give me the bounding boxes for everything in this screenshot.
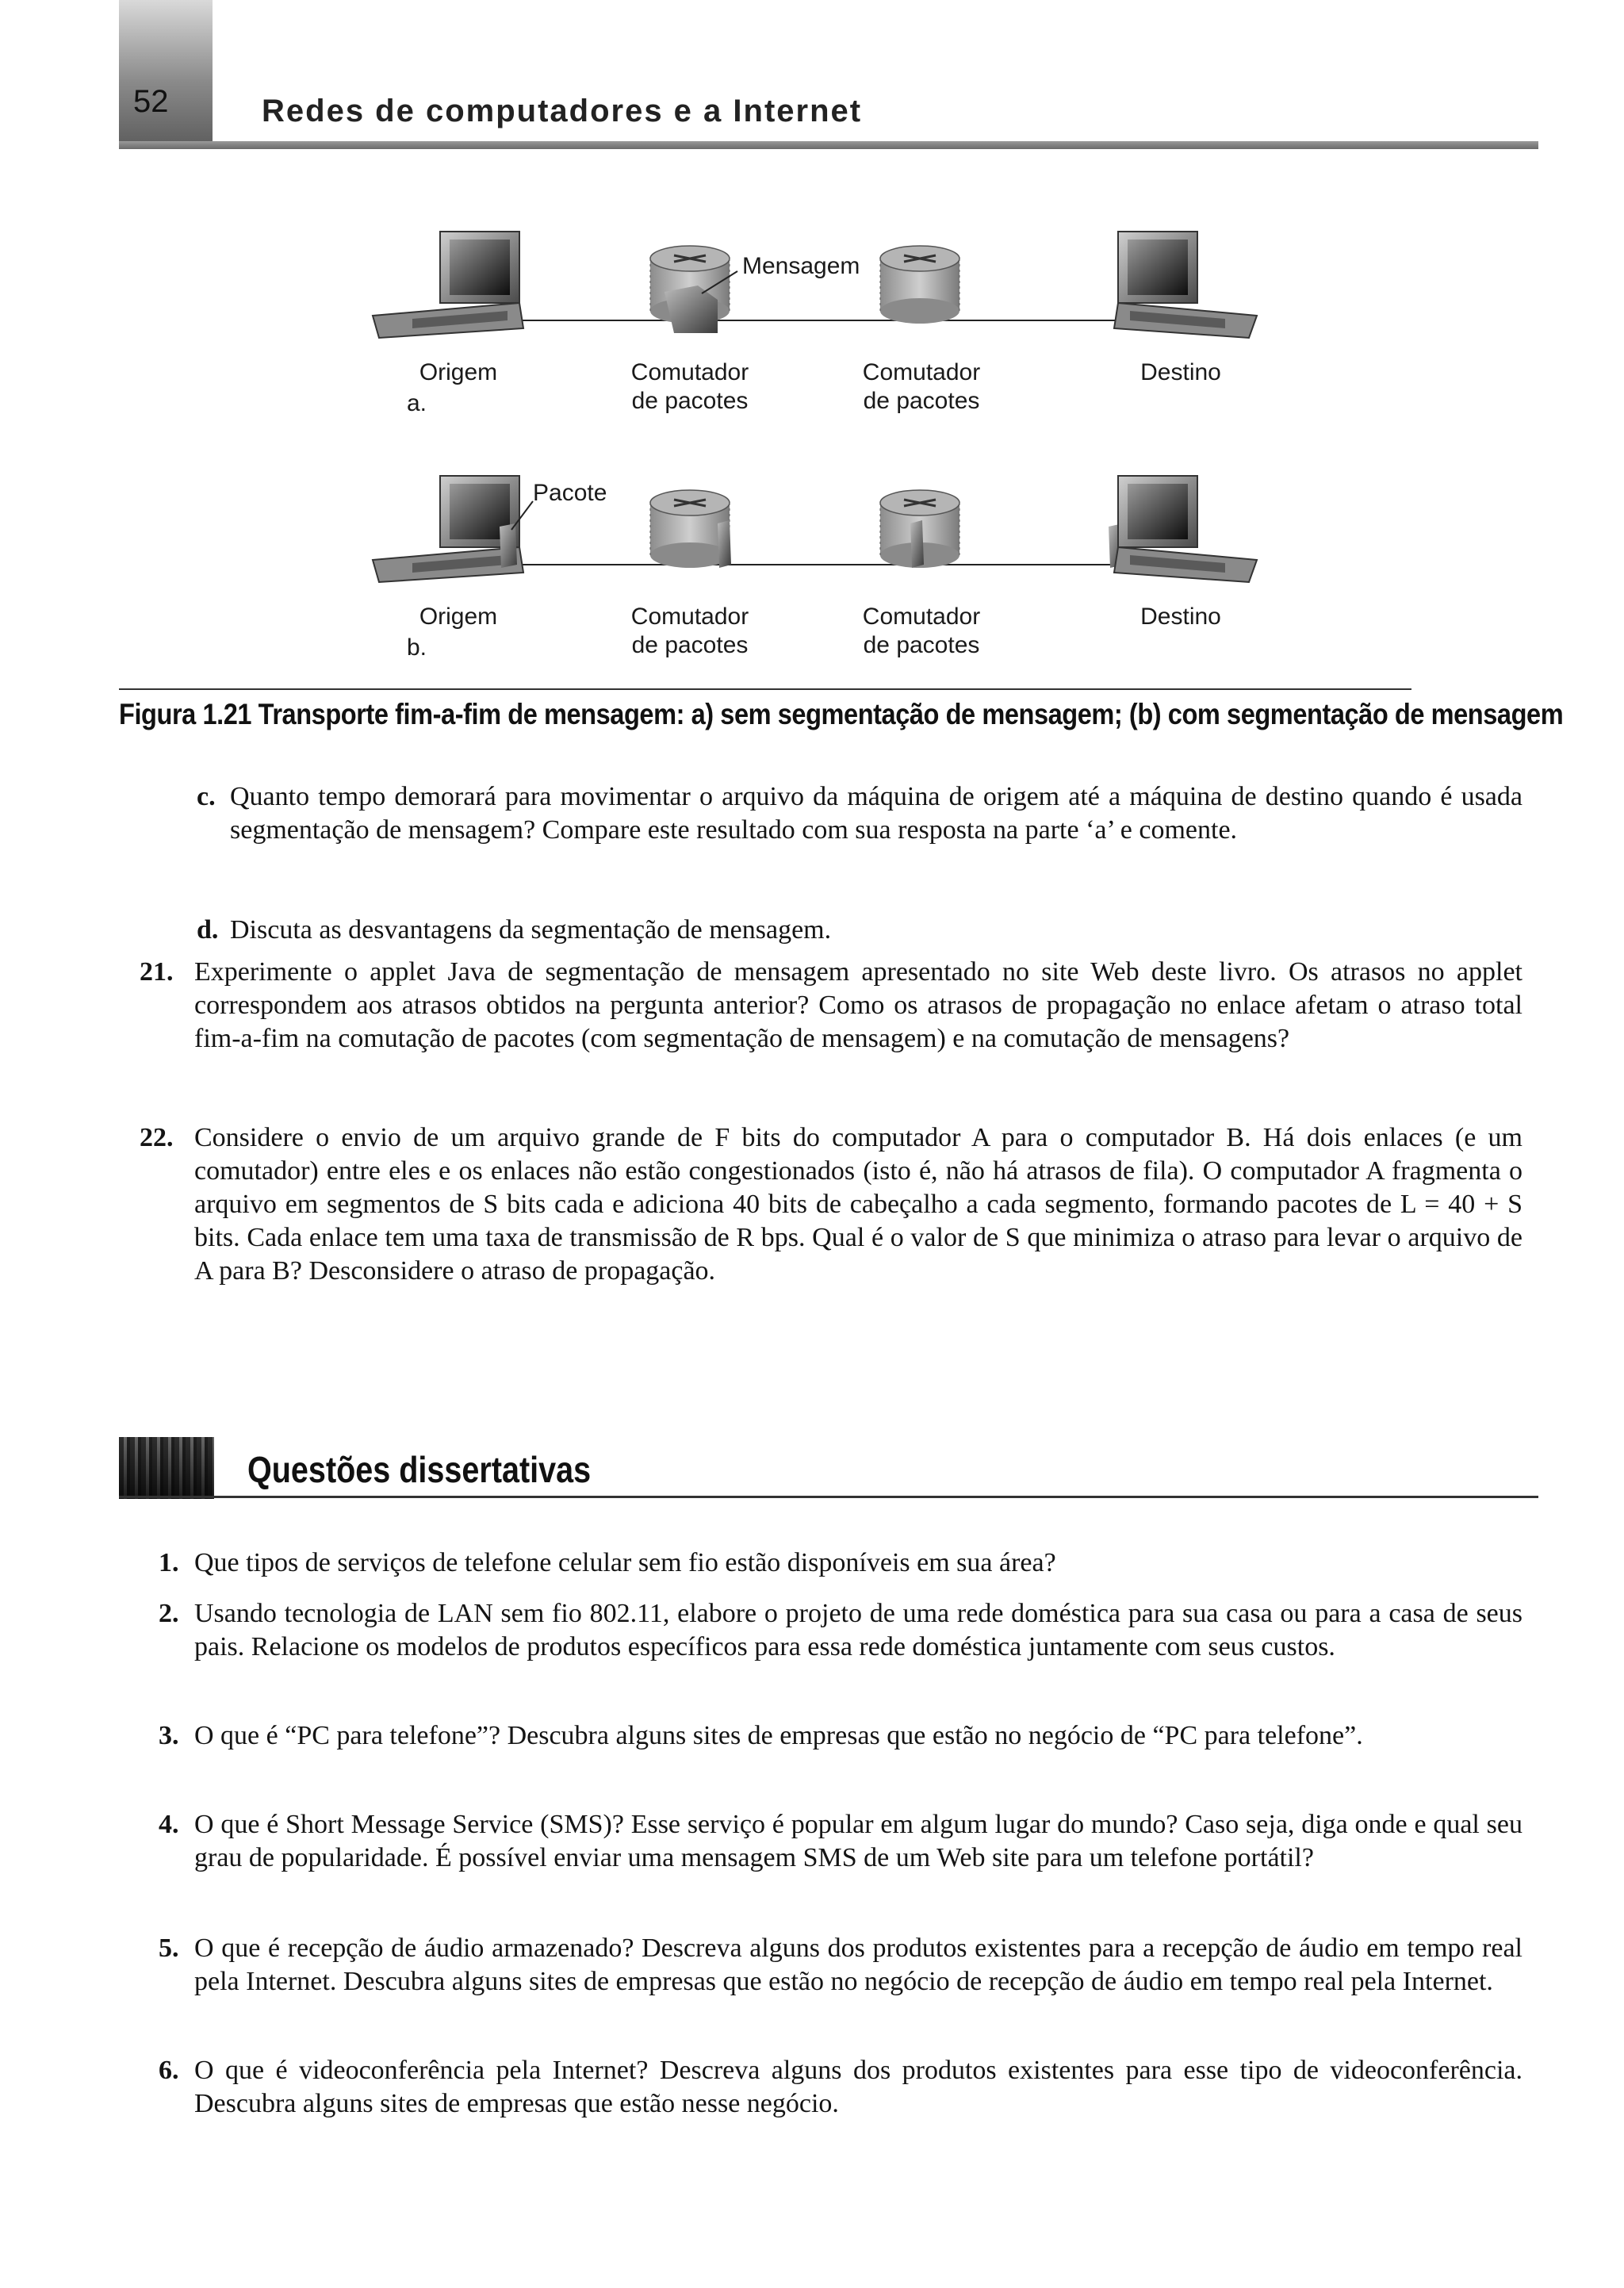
question-text: O que é recepção de áudio armazenado? Descreva alguns dos produtos existentes para a recepção de áudio em tempo real pela Internet. Descubra alguns sites de empresas que estão no negócio de recepção de áudio em tempo real pela Internet. (194, 1933, 1522, 1996)
switch1-label-a (611, 358, 769, 416)
destination-label-b: Destino (1140, 604, 1221, 630)
figure-diagram (0, 0, 1624, 698)
origin-label-a: Origem (419, 359, 498, 385)
switch1-label-b-line1: Comutador (630, 604, 749, 630)
exercise-label: 22. (140, 1123, 174, 1152)
panel-letter-a: a. (407, 390, 427, 416)
question-label: 6. (159, 2056, 179, 2085)
exercise-text: Experimente o applet Java de segmentação de mensagem apresentado no site Web deste livro. Os atrasos no applet correspondem aos atrasos obtidos na pergunta anterior? Como os atrasos de propagação no enlace afetam o atraso total fim-a-fim na comutação de pacotes (com segmentação de mensagem) e na comutação de mensagens? (194, 957, 1522, 1053)
switch2-label-a-line2: de pacotes (863, 388, 980, 414)
packet-block (718, 520, 731, 568)
switch1-label-a-line1: Comutador (630, 359, 749, 385)
page-number: 52 (133, 84, 169, 119)
section-title: Questões dissertativas (247, 1449, 592, 1490)
running-head: Redes de computadores e a Internet (262, 94, 863, 128)
panel-letter-b: b. (407, 634, 427, 661)
exercise-text: Quanto tempo demorará para movimentar o arquivo da máquina de origem até a máquina de destino quando é usada segmentação de mensagem? Compare este resultado com sua resposta na parte ‘a’ e comente. (230, 782, 1522, 845)
computer-icon (1114, 232, 1257, 338)
computer-icon (1114, 476, 1257, 582)
switch2-label-a-line1: Comutador (862, 359, 981, 385)
question-text: O que é videoconferência pela Internet? Descreva alguns dos produtos existentes para esse tipo de videoconferência. Descubra alguns sites de empresas que estão nesse negócio. (194, 2056, 1522, 2118)
switch2-label-a (842, 358, 1001, 416)
message-label: Mensagem (742, 253, 860, 279)
packet-block (500, 523, 517, 568)
switch2-label-b (842, 603, 1001, 660)
destination-label-a: Destino (1140, 359, 1221, 385)
question-label: 5. (159, 1933, 179, 1963)
packet-switch-icon (880, 246, 959, 324)
figure-1-21 (0, 0, 1624, 730)
question-label: 3. (159, 1721, 179, 1750)
exercise-label: d. (197, 915, 219, 945)
packet-label: Pacote (533, 480, 607, 506)
question-text: Que tipos de serviços de telefone celular sem fio estão disponíveis em sua área? (194, 1548, 1056, 1577)
question-text: O que é “PC para telefone”? Descubra alguns sites de empresas que estão no negócio de “PC para telefone”. (194, 1721, 1363, 1750)
switch1-label-b (611, 603, 769, 660)
packet-block (910, 520, 924, 568)
origin-label-b: Origem (419, 604, 498, 630)
switch2-label-b-line1: Comutador (862, 604, 981, 630)
question-text: O que é Short Message Service (SMS)? Esse serviço é popular em algum lugar do mundo? Caso seja, diga onde e qual seu grau de popularidade. É possível enviar uma mensagem SMS de um Web site para um telefone portátil? (194, 1810, 1522, 1872)
exercise-label: c. (197, 782, 216, 811)
section-banner-image (119, 1437, 214, 1499)
computer-icon (373, 232, 523, 338)
question-label: 4. (159, 1810, 179, 1839)
section-rule (119, 1496, 1538, 1498)
packet-switch-icon (650, 490, 730, 568)
switch1-label-b-line2: de pacotes (631, 632, 749, 658)
question-label: 1. (159, 1548, 179, 1577)
exercise-text: Considere o envio de um arquivo grande de F bits do computador A para o computador B. Há dois enlaces (e um comutador) entre eles e os enlaces não estão congestionados (isto é, não há atrasos de fila). O computador A fragmenta o arquivo em segmentos de S bits cada e adiciona 40 bits de cabeçalho a cada segmento, formando pacotes de L = 40 + S bits. Cada enlace tem uma taxa de transmissão de R bps. Qual é o valor de S que minimiza o atraso para levar o arquivo de A para B? Desconsidere o atraso de propagação. (194, 1123, 1522, 1286)
question-label: 2. (159, 1599, 179, 1628)
exercise-text: Discuta as desvantagens da segmentação de mensagem. (230, 915, 832, 945)
exercise-label: 21. (140, 957, 174, 987)
switch2-label-b-line2: de pacotes (863, 632, 980, 658)
caption-rule (119, 688, 1411, 690)
switch1-label-a-line2: de pacotes (631, 388, 749, 414)
figure-caption: Figura 1.21 Transporte fim-a-fim de mensagem: a) sem segmentação de mensagem; (b) com segmentação de mensagem (119, 698, 1564, 730)
question-text: Usando tecnologia de LAN sem fio 802.11, elabore o projeto de uma rede doméstica para sua casa ou para a casa de seus pais. Relacione os modelos de produtos específicos para essa rede doméstica juntamente com seus custos. (194, 1599, 1522, 1661)
